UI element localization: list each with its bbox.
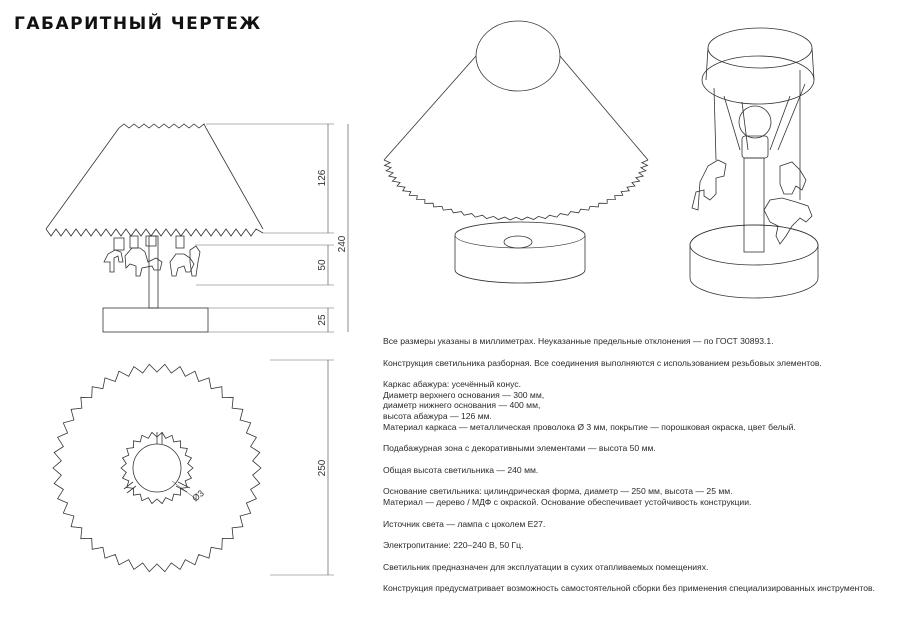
iso-top-ring-1	[708, 28, 812, 68]
note-3d: высота абажура — 126 мм.	[383, 410, 492, 421]
note-6b: Материал — дерево / МДФ с окраской. Основание обеспечивает устойчивость конструкции.	[383, 496, 752, 507]
iso-horse-right	[780, 162, 806, 194]
dim-250: 250	[317, 459, 328, 477]
center-base	[455, 222, 585, 283]
note-9: Светильник предназначен для эксплуатации в сухих отапливаемых помещениях.	[383, 561, 709, 572]
dim-126: 126	[317, 169, 328, 187]
page-title: ГАБАРИТНЫЙ ЧЕРТЕЖ	[14, 14, 262, 34]
hub-circle	[133, 444, 181, 492]
note-2: Конструкция светильника разборная. Все соединения выполняются с использованием резьбовых элементов.	[383, 357, 822, 368]
note-3e: Материал каркаса — металлическая проволока Ø 3 мм, покрытие — порошковая окраска, цвет белый.	[383, 421, 796, 432]
shade-top-zigzag	[119, 124, 206, 128]
iso-horse-left	[692, 160, 726, 210]
iso-bulb	[739, 106, 771, 138]
note-1: Все размеры указаны в миллиметрах. Неуказанные предельные отклонения — по ГОСТ 30893.1.	[383, 336, 774, 346]
iso-view	[690, 28, 818, 298]
front-base	[103, 308, 208, 332]
front-view	[46, 124, 348, 332]
decor-figures	[104, 236, 200, 276]
note-10: Конструкция предусматривает возможность самостоятельной сборки без применения специализированных инструментов.	[383, 583, 875, 594]
center-shade-bottom-zigzag	[384, 160, 648, 220]
note-5: Общая высота светильника — 240 мм.	[383, 464, 539, 475]
note-4: Подабажурная зона с декоративными элементами — высота 50 мм.	[383, 443, 656, 454]
dim-240: 240	[337, 235, 348, 253]
note-3b: Диаметр верхнего основания — 300 мм,	[383, 389, 545, 400]
note-6a: Основание светильника: цилиндрическая форма, диаметр — 250 мм, высота — 25 мм.	[383, 486, 733, 497]
notes-block	[383, 336, 883, 605]
dim-50: 50	[317, 259, 328, 271]
iso-top-ring-2	[702, 56, 814, 104]
note-7: Источник света — лампа с цоколем E27.	[383, 518, 546, 529]
note-8: Электропитание: 220–240 В, 50 Гц.	[383, 540, 524, 551]
front-lampshade	[46, 124, 263, 236]
iso-stem	[744, 158, 764, 252]
shade-outline-top	[53, 364, 261, 571]
center-shade-top	[476, 21, 560, 91]
dim-3: Ø3	[190, 488, 206, 504]
shade-bottom-zigzag	[46, 229, 263, 236]
front-stem	[149, 236, 158, 308]
iso-base-top	[690, 225, 818, 265]
center-stem-cap	[504, 236, 532, 248]
iso-horse-front	[764, 198, 812, 244]
note-3a: Каркас абажура: усечённый конус.	[383, 379, 522, 390]
note-3c: диаметр нижнего основания — 400 мм,	[383, 400, 541, 411]
dim-25: 25	[317, 314, 328, 326]
center-view	[384, 21, 648, 283]
top-view	[53, 360, 334, 575]
iso-base	[690, 225, 818, 298]
iso-socket	[742, 136, 768, 158]
iso-wires	[714, 70, 805, 200]
